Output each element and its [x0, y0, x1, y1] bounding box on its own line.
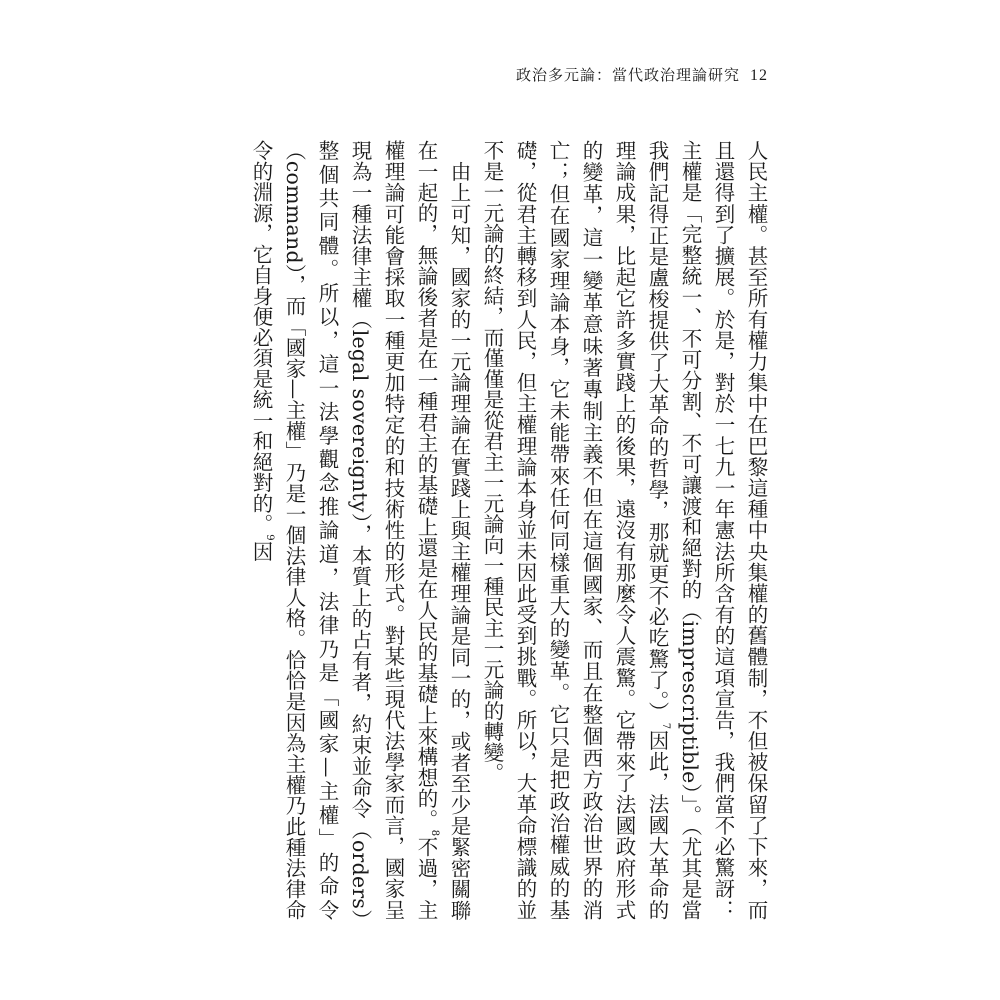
paragraph-1 — [475, 140, 772, 920]
footnote-marker-9: 9 — [263, 534, 275, 541]
page-number: 12 — [750, 67, 768, 84]
book-title: 政治多元論：當代政治理論研究 — [515, 66, 740, 84]
vertical-body-text — [244, 140, 772, 920]
paragraph-2-text-b: 不過，主權理論可能會採取一種更加特定的和技術性的形式。對某些現代法學家而言，國家呈現為一種法律主權（legal sovereignty），本質上的占有者，約束並命令（orders）整個共同體。所以，這一法學觀念推論道，法律乃是「國家—主權」的命令（command），而「國家—主權」乃是一個法律人格。恰恰是因為主權乃此種法律命令的淵源，它自身便必須是統一和絕對的。 — [249, 140, 438, 921]
paragraph-1-text-a: 人民主權。甚至所有權力集中在巴黎這種中央集權的舊體制，不但被保留了下來，而且還得到了擴展。於是，對於一七九一年憲法所含有的這項宣告，我們當不必驚訝：主權是「完整統一、不可分割、不可讓渡和絕對的（imprescriptible）」。（尤其是當我們記得正是盧梭提供了大革命的哲學，那就更不必吃驚了。） — [645, 140, 768, 920]
running-header — [516, 64, 768, 85]
footnote-marker-8: 8 — [428, 829, 440, 837]
paragraph-2 — [244, 140, 475, 920]
paragraph-1-text-b: 因此，法國大革命的理論成果，比起它許多實踐上的後果，遠沒有那麼令人震驚。它帶來了法國政府形式的變革，這一變革意味著專制主義不但在這個國家、而且在整個西方政治世界的消亡；但在國家理論本身，它未能帶來任何同樣重大的變革。它只是把政治權威的基礎，從君主轉移到人民，但主權理論本身並未因此受到挑戰。所以，大革命標識的並不是一元論的終結，而僅僅是從君主一元論向一種民主一元論的轉變。 — [480, 140, 669, 921]
paragraph-2-text-c: 因 — [249, 540, 273, 562]
footnote-marker-7: 7 — [659, 722, 671, 730]
paragraph-2-text-a: 由上可知，國家的一元論理論在實踐上與主權理論是同一的，或者至少是緊密關聯在一起的，無論後者是在一種君主的基礎上還是在人民的基礎上來構想的。 — [414, 140, 471, 920]
